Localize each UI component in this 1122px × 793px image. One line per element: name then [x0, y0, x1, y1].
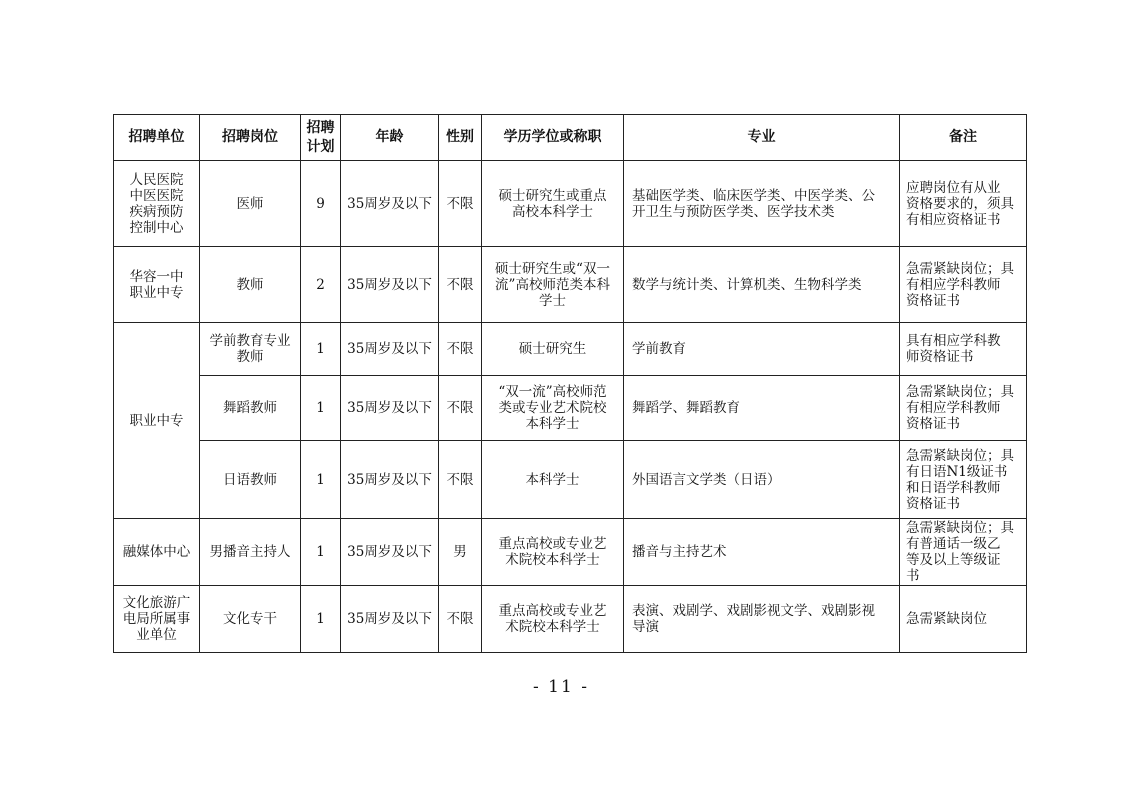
table-row — [114, 519, 1027, 586]
cell-major: 舞蹈学、舞蹈教育 — [624, 376, 900, 441]
table-row — [114, 247, 1027, 323]
cell-unit: 文化旅游广 电局所属事 业单位 — [114, 586, 200, 653]
cell-quota: 1 — [301, 519, 341, 586]
page-number: - 11 - — [533, 677, 589, 697]
header-education: 学历学位或称职 — [482, 115, 624, 161]
cell-unit: 人民医院 中医医院 疾病预防 控制中心 — [114, 161, 200, 247]
cell-remark: 应聘岗位有从业 资格要求的，须具 有相应资格证书 — [900, 161, 1027, 247]
cell-age: 35周岁及以下 — [341, 441, 439, 519]
cell-age: 35周岁及以下 — [341, 376, 439, 441]
cell-remark: 急需紧缺岗位；具 有相应学科教师 资格证书 — [900, 376, 1027, 441]
header-quota: 招聘 计划 — [301, 115, 341, 161]
cell-age: 35周岁及以下 — [341, 247, 439, 323]
cell-major: 表演、戏剧学、戏剧影视文学、戏剧影视 导演 — [624, 586, 900, 653]
cell-position: 教师 — [200, 247, 301, 323]
cell-age: 35周岁及以下 — [341, 161, 439, 247]
header-unit: 招聘单位 — [114, 115, 200, 161]
cell-gender: 不限 — [439, 161, 482, 247]
table-row — [114, 441, 1027, 519]
cell-position: 学前教育专业 教师 — [200, 323, 301, 376]
table-row — [114, 586, 1027, 653]
cell-unit: 华容一中 职业中专 — [114, 247, 200, 323]
header-age: 年龄 — [341, 115, 439, 161]
cell-education: 硕士研究生或重点 高校本科学士 — [482, 161, 624, 247]
header-major: 专业 — [624, 115, 900, 161]
cell-unit: 职业中专 — [114, 323, 200, 519]
header-remark: 备注 — [900, 115, 1027, 161]
cell-quota: 1 — [301, 441, 341, 519]
cell-gender: 不限 — [439, 247, 482, 323]
cell-gender: 不限 — [439, 441, 482, 519]
cell-education: 本科学士 — [482, 441, 624, 519]
cell-remark: 急需紧缺岗位；具 有日语N1级证书 和日语学科教师 资格证书 — [900, 441, 1027, 519]
cell-major: 学前教育 — [624, 323, 900, 376]
cell-remark: 急需紧缺岗位 — [900, 586, 1027, 653]
cell-education: 硕士研究生 — [482, 323, 624, 376]
cell-gender: 不限 — [439, 376, 482, 441]
cell-education: 重点高校或专业艺 术院校本科学士 — [482, 586, 624, 653]
cell-quota: 1 — [301, 376, 341, 441]
cell-age: 35周岁及以下 — [341, 586, 439, 653]
recruitment-table — [113, 114, 1027, 653]
header-gender: 性别 — [439, 115, 482, 161]
cell-position: 舞蹈教师 — [200, 376, 301, 441]
cell-quota: 9 — [301, 161, 341, 247]
cell-education: 硕士研究生或“双一 流”高校师范类本科 学士 — [482, 247, 624, 323]
cell-gender: 男 — [439, 519, 482, 586]
cell-quota: 1 — [301, 586, 341, 653]
cell-gender: 不限 — [439, 586, 482, 653]
cell-education: “双一流”高校师范 类或专业艺术院校 本科学士 — [482, 376, 624, 441]
table-row — [114, 161, 1027, 247]
cell-remark: 急需紧缺岗位；具 有普通话一级乙 等及以上等级证 书 — [900, 519, 1027, 586]
cell-major: 播音与主持艺术 — [624, 519, 900, 586]
cell-position: 日语教师 — [200, 441, 301, 519]
cell-remark: 具有相应学科教 师资格证书 — [900, 323, 1027, 376]
cell-position: 男播音主持人 — [200, 519, 301, 586]
cell-position: 医师 — [200, 161, 301, 247]
cell-age: 35周岁及以下 — [341, 323, 439, 376]
cell-position: 文化专干 — [200, 586, 301, 653]
cell-education: 重点高校或专业艺 术院校本科学士 — [482, 519, 624, 586]
cell-age: 35周岁及以下 — [341, 519, 439, 586]
table-row — [114, 323, 1027, 376]
cell-major: 基础医学类、临床医学类、中医学类、公 开卫生与预防医学类、医学技术类 — [624, 161, 900, 247]
table-row — [114, 376, 1027, 441]
cell-major: 外国语言文学类（日语） — [624, 441, 900, 519]
header-row — [114, 115, 1027, 161]
cell-gender: 不限 — [439, 323, 482, 376]
cell-unit: 融媒体中心 — [114, 519, 200, 586]
cell-major: 数学与统计类、计算机类、生物科学类 — [624, 247, 900, 323]
header-position: 招聘岗位 — [200, 115, 301, 161]
cell-quota: 1 — [301, 323, 341, 376]
cell-quota: 2 — [301, 247, 341, 323]
cell-remark: 急需紧缺岗位；具 有相应学科教师 资格证书 — [900, 247, 1027, 323]
